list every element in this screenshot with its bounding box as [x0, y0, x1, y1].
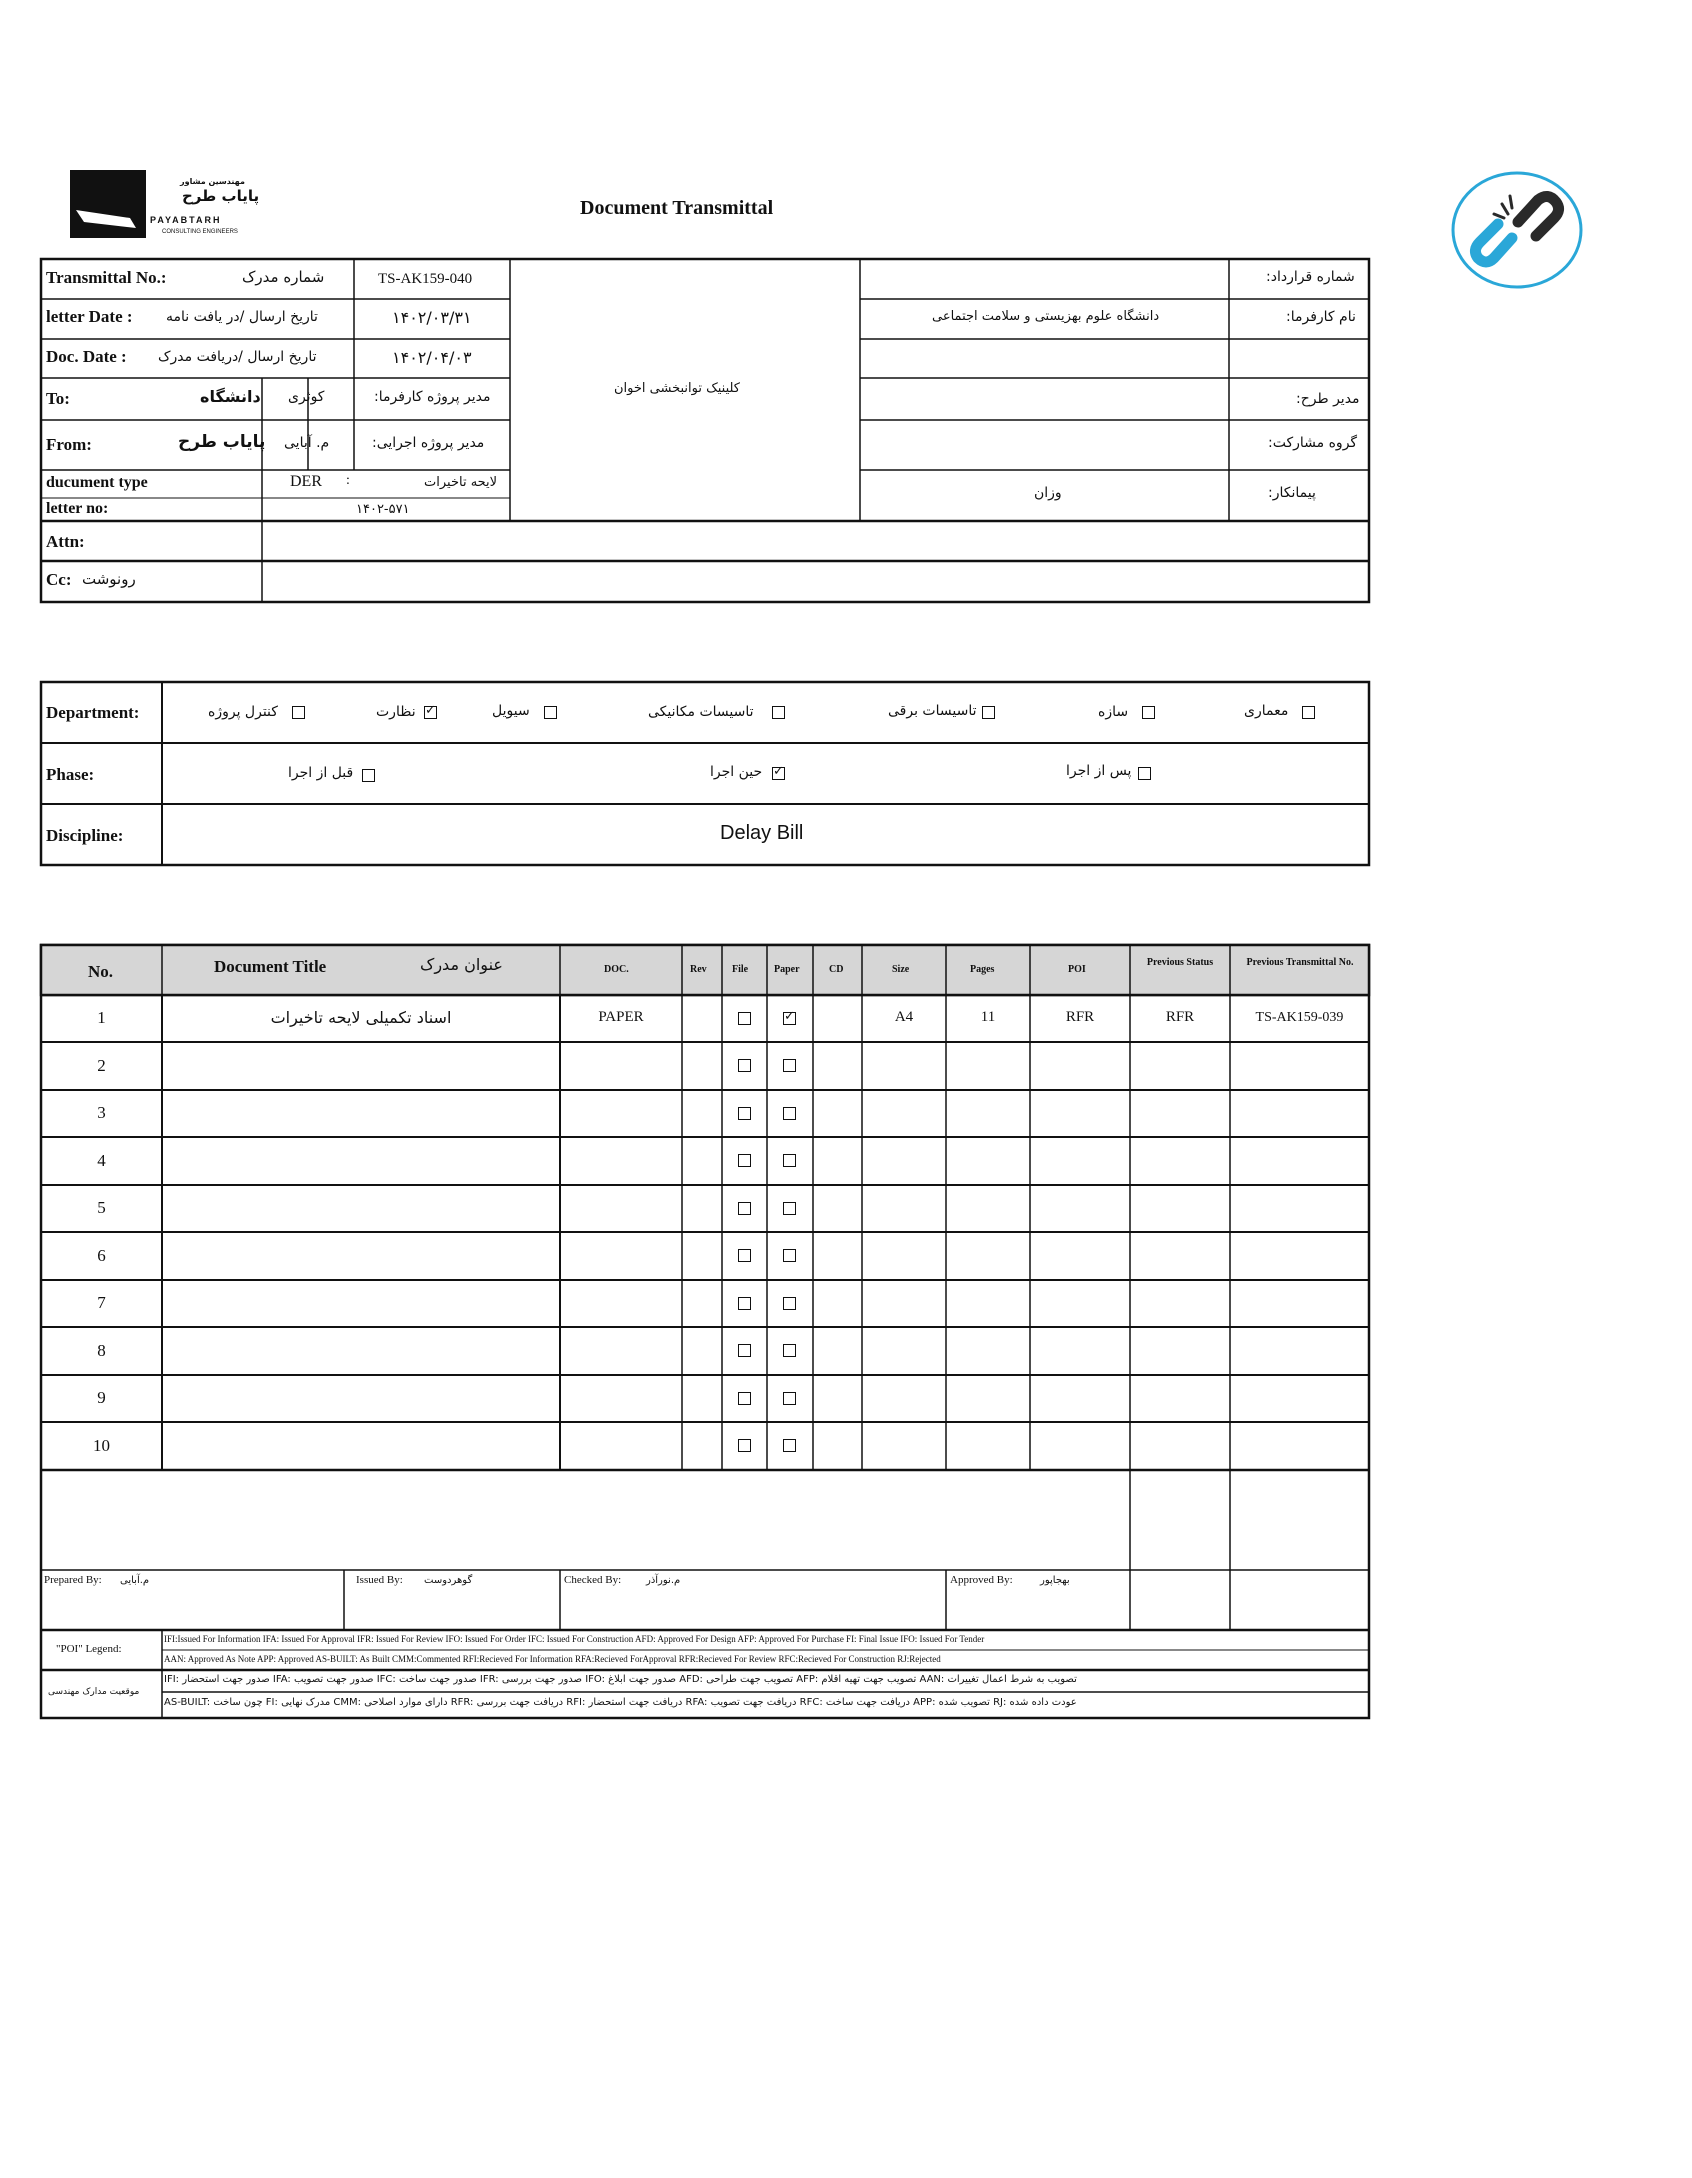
letter-date-value[interactable]: ۱۴۰۲/۰۳/۳۱	[392, 308, 472, 327]
paper-checkbox[interactable]	[783, 1344, 796, 1357]
phase-after-label: پس از اجرا	[1066, 763, 1132, 779]
paper-checkbox[interactable]	[783, 1392, 796, 1405]
cc-fa: رونوشت	[82, 570, 136, 588]
letter-no-value[interactable]: ۱۴۰۲-۵۷۱	[356, 502, 410, 517]
transmittal-no-label: Transmittal No.:	[46, 268, 167, 287]
dept-architecture-label: معماری	[1244, 703, 1289, 719]
cc-label: Cc:	[46, 570, 72, 589]
file-checkbox[interactable]	[738, 1059, 751, 1072]
company-logo	[70, 170, 260, 245]
col-paper-header: Paper	[774, 964, 800, 975]
phase-before-checkbox[interactable]	[362, 769, 375, 782]
file-checkbox[interactable]	[738, 1249, 751, 1262]
dept-structure-label: سازه	[1098, 704, 1129, 720]
col-no-header: No.	[88, 962, 114, 981]
cell-no: 5	[97, 1198, 106, 1218]
status-legend-line-2: AS-BUILT: چون ساخت FI: مدرک نهایی CMM: دارای موارد اصلاحی RFR: دریافت جهت بررسی RFI: دریافت جهت استحضار RFA: دریافت جهت تصویب RFC: دریافت جهت ساخت APP: تصویب شده RJ: عودت داده شده	[164, 1697, 1077, 1708]
dept-supervision-label: نظارت	[376, 704, 416, 720]
status-legend-label: موقعیت مدارک مهندسی	[48, 1687, 140, 1697]
transmittal-no-fa: شماره مدرک	[242, 268, 325, 286]
contractor-value[interactable]: وزان	[1034, 485, 1062, 501]
col-poi-header: POI	[1068, 964, 1086, 975]
doc-type-colon: :	[346, 473, 350, 488]
cell-no: 1	[97, 1008, 106, 1028]
cell-no: 9	[97, 1388, 106, 1408]
contract-no-label: شماره قرارداد:	[1266, 269, 1355, 285]
employer-value[interactable]: دانشگاه علوم بهزیستی و سلامت اجتماعی	[932, 309, 1160, 324]
col-title-header: Document Title	[214, 957, 327, 976]
issued-by-name[interactable]: گوهردوست	[424, 1575, 473, 1586]
dept-electrical-checkbox[interactable]	[982, 706, 995, 719]
col-rev-header: Rev	[690, 964, 707, 975]
to-person[interactable]: کوثری	[288, 389, 325, 405]
checked-by-name[interactable]: م.نورآذر	[646, 1575, 681, 1586]
col-cd-header: CD	[829, 964, 844, 975]
from-role-fa: مدیر پروژه اجرایی:	[372, 435, 485, 451]
cell-no: 2	[97, 1055, 106, 1075]
employer-label: نام کارفرما:	[1286, 309, 1356, 325]
phase-during-checkbox[interactable]	[772, 767, 785, 780]
file-checkbox[interactable]	[738, 1154, 751, 1167]
cell-no: 3	[97, 1103, 106, 1123]
logo-mark-icon	[70, 170, 148, 240]
approved-by-label: Approved By:	[950, 1574, 1013, 1586]
doc-type-fa[interactable]: لایحه تاخیرات	[424, 475, 498, 490]
file-checkbox[interactable]	[738, 1012, 751, 1025]
poi-legend-line-2: AAN: Approved As Note APP: Approved AS-BUILT: As Built CMM:Commented RFI:Recieved For Information RFA:Recieved ForApproval RFR:Recieved For Review RFC:Recieved For Construction RJ:Rejected	[164, 1654, 941, 1664]
broken-link-icon[interactable]	[1450, 170, 1584, 290]
department-label: Department:	[46, 703, 140, 722]
file-checkbox[interactable]	[738, 1107, 751, 1120]
dept-mechanical-checkbox[interactable]	[772, 706, 785, 719]
from-person[interactable]: م. آبایی	[284, 435, 330, 451]
file-checkbox[interactable]	[738, 1439, 751, 1452]
col-doc-header: DOC.	[604, 964, 629, 975]
col-prev-status-header: Previous Status	[1146, 957, 1214, 968]
col-file-header: File	[732, 964, 749, 975]
dept-supervision-checkbox[interactable]	[424, 706, 437, 719]
col-pages-header: Pages	[970, 964, 995, 975]
file-checkbox[interactable]	[738, 1297, 751, 1310]
file-checkbox[interactable]	[738, 1392, 751, 1405]
col-title-fa-header: عنوان مدرک	[420, 955, 503, 974]
cell-size[interactable]: A4	[894, 1009, 914, 1026]
dept-electrical-label: تاسیسات برقی	[888, 703, 977, 719]
transmittal-no-value[interactable]: TS-AK159-040	[378, 271, 473, 287]
cell-no: 8	[97, 1340, 106, 1360]
checked-by-label: Checked By:	[564, 1574, 622, 1586]
paper-checkbox[interactable]	[783, 1202, 796, 1215]
cell-prev-status[interactable]: RFR	[1165, 1009, 1195, 1026]
doc-type-label: ducument type	[46, 474, 148, 491]
cell-no: 6	[97, 1245, 106, 1265]
letter-date-fa: تاریخ ارسال /در یافت نامه	[166, 309, 318, 325]
file-checkbox[interactable]	[738, 1202, 751, 1215]
dept-civil-checkbox[interactable]	[544, 706, 557, 719]
phase-label: Phase:	[46, 765, 95, 784]
cell-title[interactable]: اسناد تکمیلی لایحه تاخیرات	[270, 1007, 452, 1027]
phase-during-label: حین اجرا	[710, 764, 763, 780]
cell-no: 10	[93, 1435, 110, 1455]
dept-architecture-checkbox[interactable]	[1302, 706, 1315, 719]
doc-type-code[interactable]: DER	[290, 473, 322, 490]
discipline-label: Discipline:	[46, 826, 124, 845]
col-prev-transmittal-header: Previous Transmittal No.	[1246, 957, 1354, 968]
issued-by-label: Issued By:	[356, 1574, 403, 1586]
partner-label: گروه مشارکت:	[1268, 435, 1358, 451]
phase-before-label: قبل از اجرا	[288, 765, 354, 781]
contractor-label: پیمانکار:	[1268, 485, 1316, 501]
cell-poi[interactable]: RFR	[1065, 1009, 1095, 1026]
prepared-by-label: Prepared By:	[44, 1574, 102, 1586]
cell-prev-transmittal[interactable]: TS-AK159-039	[1255, 1009, 1344, 1025]
paper-checkbox[interactable]	[783, 1439, 796, 1452]
paper-checkbox[interactable]	[783, 1249, 796, 1262]
project-name[interactable]: کلینیک توانبخشی اخوان	[614, 381, 740, 396]
logo-fa-name: پایاب طرح	[182, 187, 260, 205]
paper-checkbox[interactable]	[783, 1012, 796, 1025]
to-role-fa: مدیر پروژه کارفرما:	[374, 389, 491, 405]
status-legend-line-1: IFI: صدور جهت استحضار IFA: صدور جهت تصویب IFC: صدور جهت ساخت IFR: صدور جهت بررسی IFO: صدور جهت ابلاغ AFD: تصویب جهت طراحی AFP: تصویب جهت تهیه اقلام AAN: تصویب به شرط اعمال تغییرات	[164, 1674, 1077, 1685]
cell-no: 4	[97, 1150, 106, 1170]
dept-project-control-checkbox[interactable]	[292, 706, 305, 719]
poi-legend-line-1: IFI:Issued For Information IFA: Issued For Approval IFR: Issued For Review IFO: Issued For Order IFC: Issued For Construction AFD: Approved For Design AFP: Approved For Purchase FI: Final Issue IFO: Issued For Tender	[164, 1634, 985, 1644]
phase-after-checkbox[interactable]	[1138, 767, 1151, 780]
paper-checkbox[interactable]	[783, 1154, 796, 1167]
attn-label: Attn:	[46, 532, 85, 551]
paper-checkbox[interactable]	[783, 1107, 796, 1120]
logo-fa-top: مهندسین مشاور	[180, 177, 245, 186]
designer-label: مدیر طرح:	[1296, 391, 1360, 407]
doc-date-fa: تاریخ ارسال /دریافت مدرک	[158, 349, 317, 365]
letter-no-label: letter no:	[46, 500, 109, 517]
paper-checkbox[interactable]	[783, 1059, 796, 1072]
dept-civil-label: سیویل	[492, 703, 530, 719]
dept-mechanical-label: تاسیسات مکانیکی	[648, 704, 754, 720]
col-size-header: Size	[892, 964, 910, 975]
to-value[interactable]: دانشگاه	[200, 387, 261, 406]
discipline-value[interactable]: Delay Bill	[720, 822, 804, 844]
cell-doc[interactable]: PAPER	[598, 1009, 644, 1026]
page-title: Document Transmittal	[580, 197, 774, 219]
cell-pages[interactable]: 11	[980, 1009, 996, 1026]
logo-en-sub: CONSULTING ENGINEERS	[162, 229, 238, 235]
paper-checkbox[interactable]	[783, 1297, 796, 1310]
logo-en-name: PAYABTARH	[150, 215, 222, 225]
doc-date-label: Doc. Date :	[46, 347, 127, 366]
prepared-by-name[interactable]: م.آبایی	[120, 1575, 150, 1586]
from-label: From:	[46, 435, 92, 454]
cell-no: 7	[97, 1293, 106, 1313]
dept-structure-checkbox[interactable]	[1142, 706, 1155, 719]
to-label: To:	[46, 389, 70, 408]
from-value[interactable]: پایاب طرح	[178, 432, 266, 452]
file-checkbox[interactable]	[738, 1344, 751, 1357]
doc-date-value[interactable]: ۱۴۰۲/۰۴/۰۳	[392, 348, 472, 367]
dept-project-control-label: کنترل پروژه	[208, 704, 278, 720]
letter-date-label: letter Date :	[46, 307, 133, 326]
poi-legend-label: "POI" Legend:	[56, 1643, 122, 1655]
approved-by-name[interactable]: بهجاپور	[1040, 1575, 1070, 1586]
